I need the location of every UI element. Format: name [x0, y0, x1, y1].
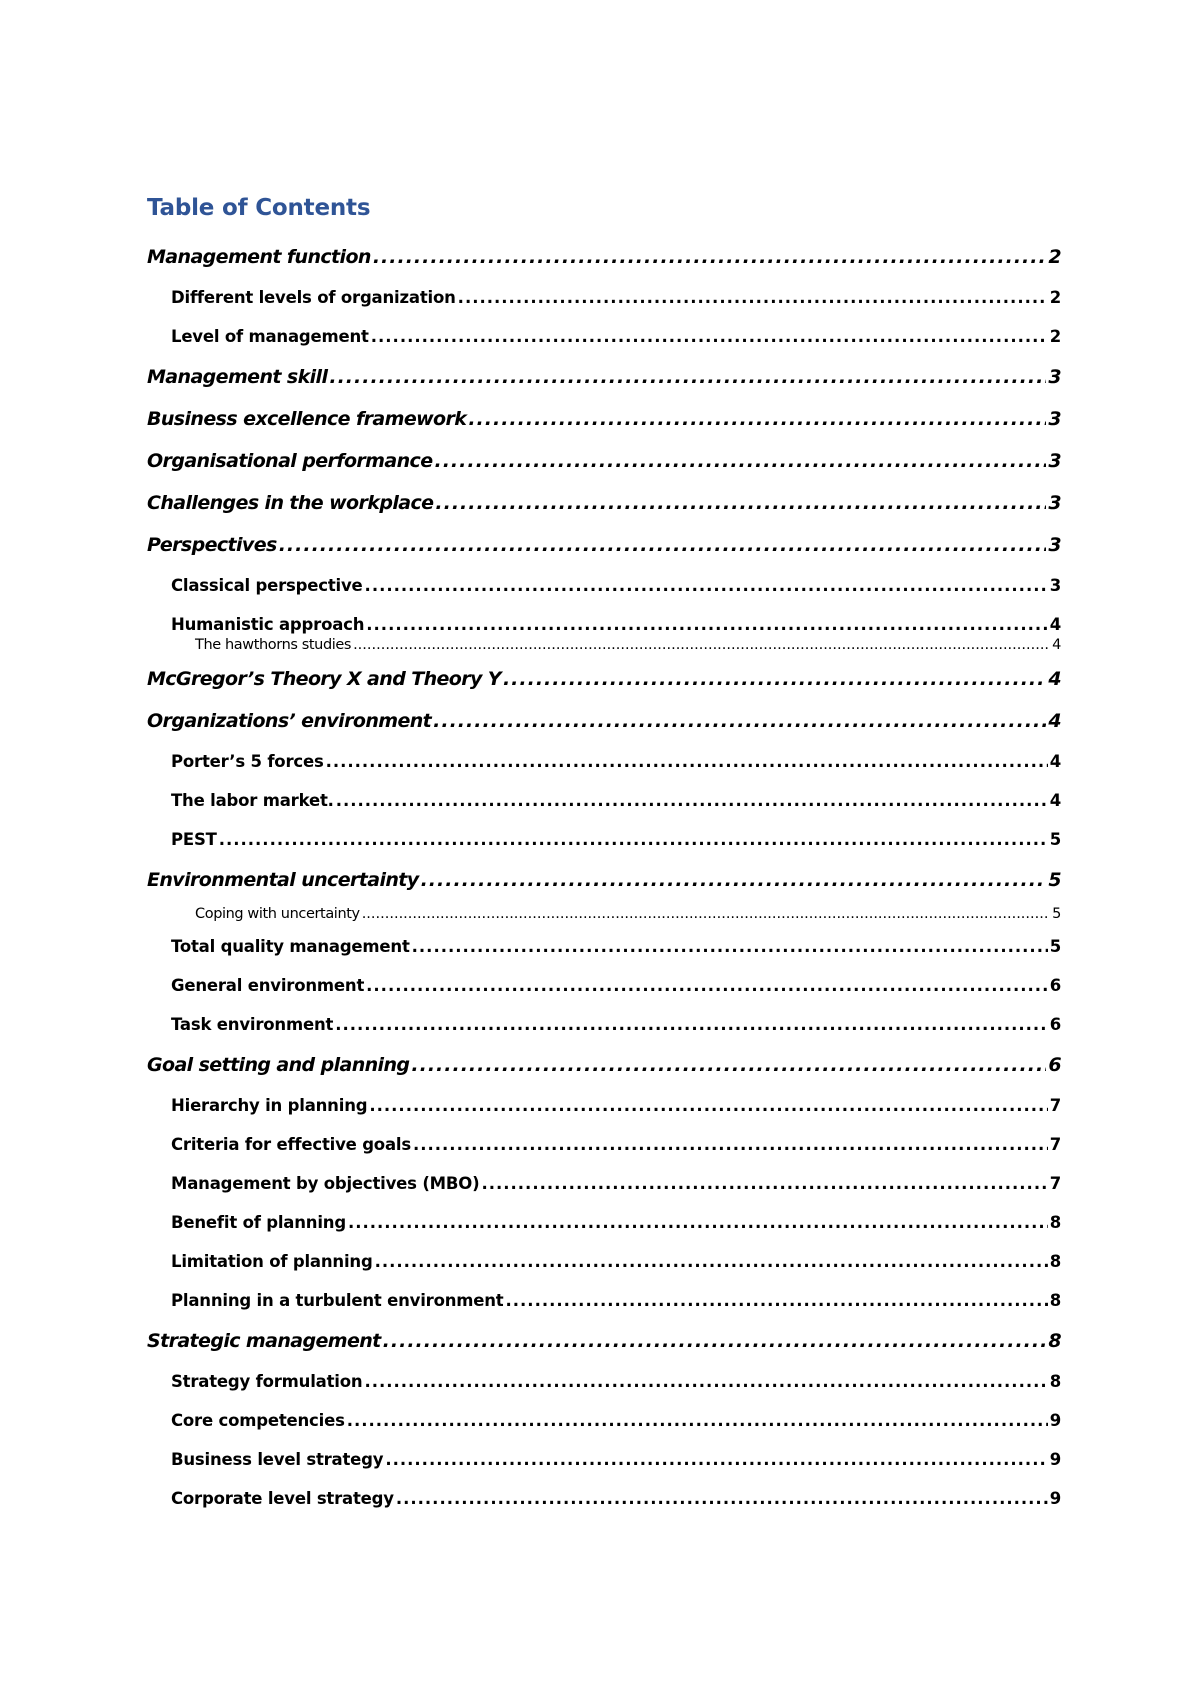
toc-entry-label: Humanistic approach: [171, 615, 365, 634]
toc-dot-leader: [458, 278, 1048, 317]
toc-entry-page-number: 3: [1048, 408, 1061, 430]
toc-entry-label: Management function: [147, 246, 371, 268]
toc-entry-page-number: 4: [1049, 791, 1061, 810]
toc-entry[interactable]: [147, 236, 1061, 278]
toc-entry-page-number: 9: [1049, 1489, 1061, 1508]
toc-entry-page-number: 5: [1049, 830, 1061, 849]
toc-entry[interactable]: [147, 859, 1061, 901]
toc-entry-label: Management skill: [147, 366, 328, 388]
toc-entry[interactable]: [147, 658, 1061, 700]
toc-dot-leader: [421, 859, 1047, 901]
toc-entry[interactable]: [147, 566, 1061, 605]
toc-entry-page-number: 6: [1048, 1054, 1061, 1076]
document-page: [147, 192, 1061, 1518]
toc-entry-label: Coping with uncertainty: [195, 906, 360, 922]
toc-entry[interactable]: [147, 1125, 1061, 1164]
toc-dot-leader: [385, 1440, 1047, 1479]
toc-dot-leader: [396, 1479, 1048, 1518]
toc-entry-page-number: 9: [1049, 1411, 1061, 1430]
toc-entry[interactable]: [147, 1320, 1061, 1362]
toc-entry-label: Organizations’ environment: [147, 710, 432, 732]
toc-dot-leader: [373, 236, 1047, 278]
toc-entry-page-number: 4: [1052, 637, 1061, 653]
toc-entry-page-number: 4: [1048, 668, 1061, 690]
toc-dot-leader: [434, 440, 1046, 482]
toc-entry-page-number: 4: [1049, 615, 1061, 634]
toc-entry-label: The hawthorns studies: [195, 637, 352, 653]
toc-entry-page-number: 8: [1049, 1252, 1061, 1271]
toc-entry-label: McGregor’s Theory X and Theory Y: [147, 668, 501, 690]
toc-dot-leader: [219, 820, 1048, 859]
toc-dot-leader: [279, 524, 1047, 566]
toc-dot-leader: [481, 1164, 1047, 1203]
toc-entry[interactable]: [147, 398, 1061, 440]
toc-entry-page-number: 5: [1052, 906, 1061, 922]
toc-entry-label: Management by objectives (MBO): [171, 1174, 480, 1193]
toc-entry-page-number: 7: [1049, 1174, 1061, 1193]
toc-dot-leader: [375, 1242, 1048, 1281]
toc-entry[interactable]: [147, 820, 1061, 859]
toc-entry[interactable]: [147, 1440, 1061, 1479]
toc-entry[interactable]: [147, 317, 1061, 356]
toc-entry-page-number: 3: [1048, 492, 1061, 514]
toc-entry-label: Perspectives: [147, 534, 277, 556]
toc-entry[interactable]: [147, 1203, 1061, 1242]
toc-entry-page-number: 9: [1049, 1450, 1061, 1469]
toc-entry-page-number: 4: [1049, 752, 1061, 771]
toc-entry-page-number: 3: [1049, 576, 1061, 595]
toc-dot-leader: [383, 1320, 1047, 1362]
toc-entry-page-number: 8: [1049, 1291, 1061, 1310]
toc-entry-page-number: 7: [1049, 1135, 1061, 1154]
toc-entry-label: Planning in a turbulent environment: [171, 1291, 504, 1310]
toc-title: Table of Contents: [147, 195, 371, 221]
toc-entry-page-number: 5: [1049, 937, 1061, 956]
toc-entry-label: General environment: [171, 976, 365, 995]
toc-entry[interactable]: [147, 1242, 1061, 1281]
toc-entry-label: Organisational performance: [147, 450, 433, 472]
toc-dot-leader: [335, 1005, 1048, 1044]
toc-entry-page-number: 6: [1049, 1015, 1061, 1034]
toc-entry-page-number: 8: [1048, 1330, 1061, 1352]
toc-dot-leader: [503, 658, 1046, 700]
toc-entry[interactable]: [147, 901, 1061, 927]
toc-entry-page-number: 3: [1048, 450, 1061, 472]
toc-entry[interactable]: [147, 524, 1061, 566]
toc-dot-leader: [366, 966, 1048, 1005]
toc-dot-leader: [364, 1362, 1047, 1401]
toc-entry-label: Challenges in the workplace: [147, 492, 434, 514]
toc-dot-leader: [362, 901, 1050, 927]
toc-entry[interactable]: [147, 966, 1061, 1005]
toc-entry-label: Limitation of planning: [171, 1252, 373, 1271]
toc-entry[interactable]: [147, 1005, 1061, 1044]
toc-entry[interactable]: [147, 1362, 1061, 1401]
toc-dot-leader: [348, 1203, 1048, 1242]
toc-entry-label: Corporate level strategy: [171, 1489, 394, 1508]
toc-entry[interactable]: [147, 700, 1061, 742]
toc-entry-label: Task environment: [171, 1015, 334, 1034]
toc-dot-leader: [506, 1281, 1048, 1320]
toc-list: [147, 236, 1061, 1518]
toc-entry-label: Total quality management: [171, 937, 410, 956]
toc-dot-leader: [329, 356, 1046, 398]
toc-entry-label: Core competencies: [171, 1411, 345, 1430]
toc-entry-label: Business level strategy: [171, 1450, 384, 1469]
toc-entry[interactable]: [147, 1044, 1061, 1086]
toc-entry-page-number: 3: [1048, 534, 1061, 556]
toc-entry-page-number: 3: [1048, 366, 1061, 388]
toc-entry[interactable]: [147, 1164, 1061, 1203]
toc-entry-page-number: 2: [1049, 327, 1061, 346]
toc-entry-label: Benefit of planning: [171, 1213, 346, 1232]
toc-dot-leader: [411, 1044, 1046, 1086]
toc-dot-leader: [365, 566, 1048, 605]
toc-dot-leader: [371, 317, 1048, 356]
toc-entry-label: Business excellence framework: [147, 408, 467, 430]
toc-entry-label: Strategy formulation: [171, 1372, 363, 1391]
toc-entry[interactable]: [147, 927, 1061, 966]
toc-entry-label: Environmental uncertainty: [147, 869, 419, 891]
toc-entry-page-number: 7: [1049, 1096, 1061, 1115]
toc-dot-leader: [412, 927, 1048, 966]
toc-entry[interactable]: [147, 1479, 1061, 1518]
toc-entry[interactable]: [147, 440, 1061, 482]
toc-entry-page-number: 6: [1049, 976, 1061, 995]
toc-entry-label: Strategic management: [147, 1330, 381, 1352]
toc-dot-leader: [369, 1086, 1047, 1125]
toc-entry-page-number: 4: [1048, 710, 1061, 732]
toc-dot-leader: [468, 398, 1046, 440]
toc-entry[interactable]: [147, 482, 1061, 524]
toc-entry-label: Criteria for effective goals: [171, 1135, 411, 1154]
toc-dot-leader: [336, 781, 1048, 820]
toc-dot-leader: [347, 1401, 1048, 1440]
toc-entry-page-number: 2: [1049, 288, 1061, 307]
toc-entry[interactable]: [147, 1281, 1061, 1320]
toc-dot-leader: [433, 700, 1046, 742]
toc-entry-page-number: 8: [1049, 1213, 1061, 1232]
toc-entry[interactable]: [147, 742, 1061, 781]
toc-dot-leader: [353, 632, 1050, 658]
toc-entry-page-number: 5: [1048, 869, 1061, 891]
toc-entry-label: The labor market.: [171, 791, 334, 810]
toc-entry-label: Hierarchy in planning: [171, 1096, 368, 1115]
toc-entry[interactable]: [147, 356, 1061, 398]
toc-entry-label: Different levels of organization: [171, 288, 456, 307]
toc-dot-leader: [435, 482, 1046, 524]
toc-entry[interactable]: [147, 632, 1061, 658]
toc-entry-label: PEST: [171, 830, 217, 849]
toc-entry[interactable]: [147, 278, 1061, 317]
toc-entry-label: Classical perspective: [171, 576, 363, 595]
toc-entry-label: Goal setting and planning: [147, 1054, 410, 1076]
toc-dot-leader: [413, 1125, 1048, 1164]
toc-entry-label: Porter’s 5 forces: [171, 752, 324, 771]
toc-entry-label: Level of management: [171, 327, 369, 346]
toc-entry-page-number: 8: [1049, 1372, 1061, 1391]
toc-entry[interactable]: [147, 781, 1061, 820]
toc-entry[interactable]: [147, 1401, 1061, 1440]
toc-entry-page-number: 2: [1048, 246, 1061, 268]
toc-dot-leader: [326, 742, 1048, 781]
toc-entry[interactable]: [147, 1086, 1061, 1125]
